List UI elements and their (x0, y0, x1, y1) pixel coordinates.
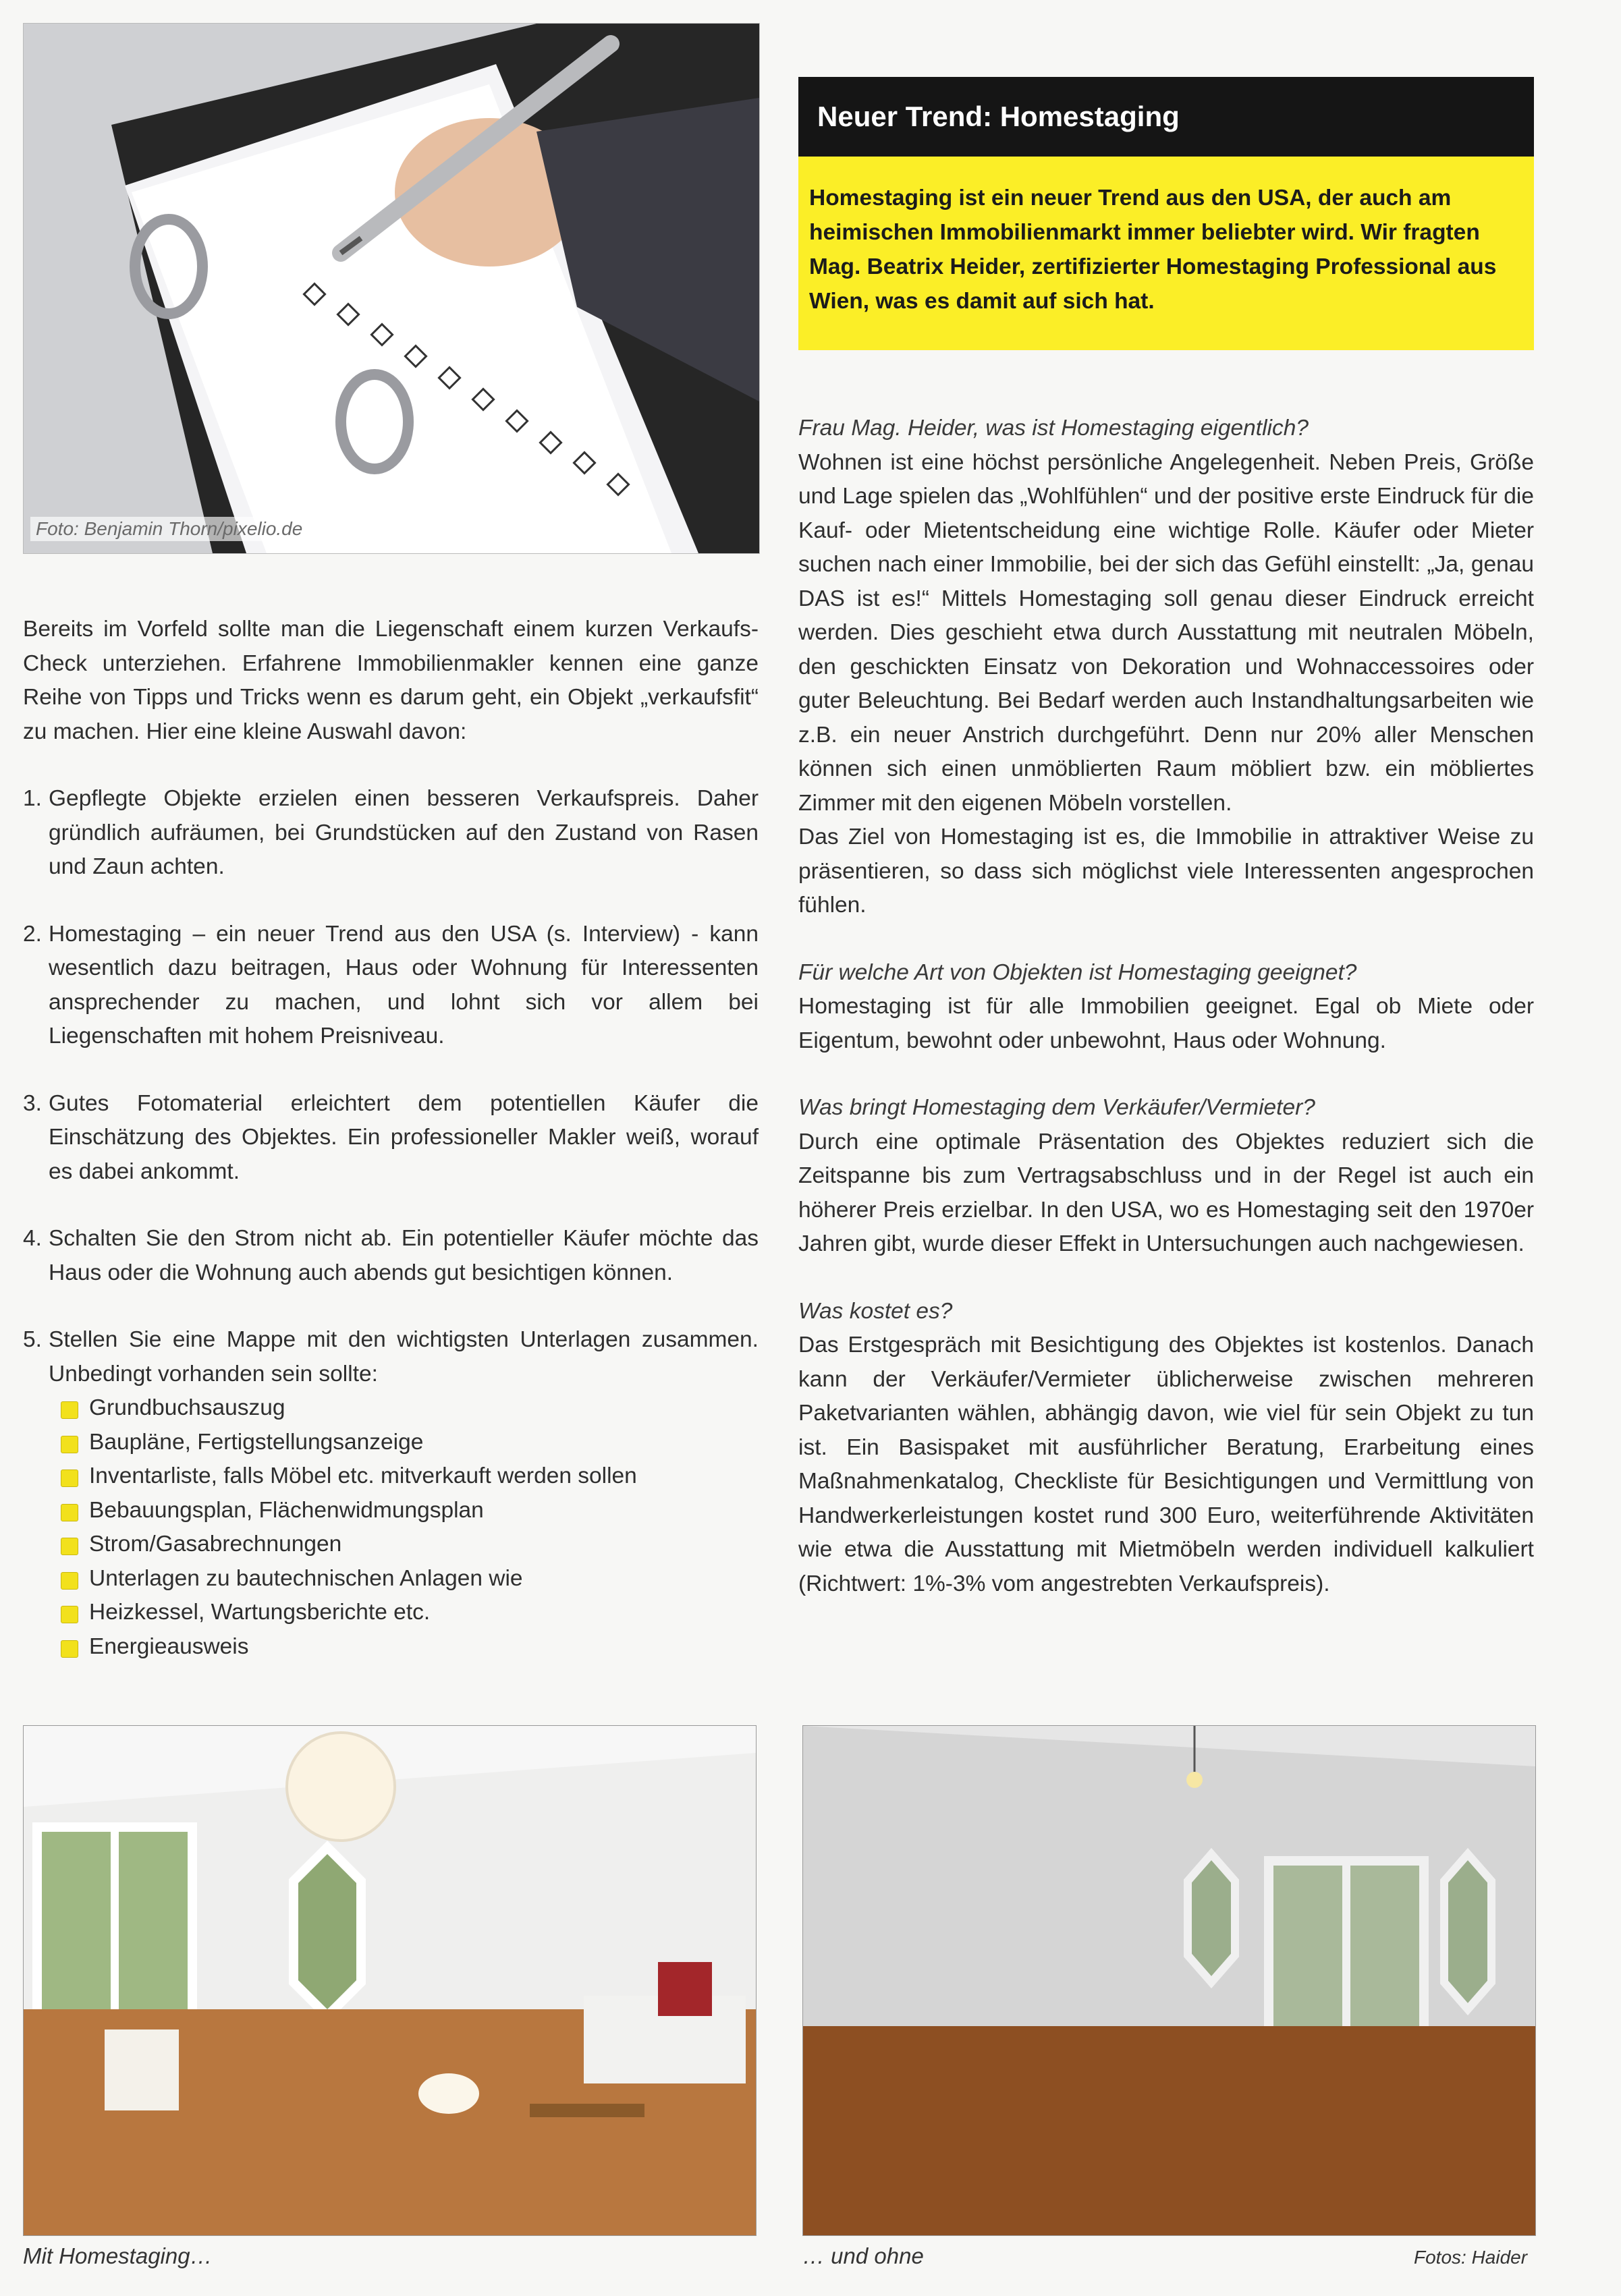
binder-photo (23, 23, 760, 554)
photos-credit: Fotos: Haider (1414, 2247, 1528, 2268)
staged-room-photo (23, 1725, 757, 2236)
list-text: Gutes Fotomaterial erleichtert dem potentiellen Käufer die Einschätzung des Objektes. Ein professioneller Makler weiß, worauf es dabei ankommt. (49, 1090, 759, 1184)
staged-room-illustration (24, 1726, 756, 2235)
list-item (23, 782, 759, 885)
list-text: Bebauungsplan, Flächenwidmungsplan (89, 1497, 484, 1523)
spacer (23, 749, 759, 782)
caption-without-staging: … und ohne (802, 2243, 924, 2268)
list-item (23, 918, 759, 1054)
yellow-bullet-icon (61, 1606, 78, 1623)
spacer (798, 1058, 1534, 1091)
list-item (89, 1459, 759, 1494)
list-item (23, 1323, 759, 1391)
interview-answer: Das Ziel von Homestaging ist es, die Immobilie in attraktiver Weise zu präsentieren, so dass sich möglichst viele Interessenten angesprochen fühlen. (798, 824, 1534, 918)
interview-answer: Wohnen ist eine höchst persönliche Angelegenheit. Neben Preis, Größe und Lage spielen das „Wohlfühlen“ und der positive erste Eindruck für die Kauf- oder Mietentscheidung eine wichtige Rolle. Käufer oder Mieter suchen nach einer Immobilie, bei der sich das Gefühl einstellt: „Ja, genau DAS ist es!“ Mittels Homestaging soll genau dieser Eindruck erreicht werden. Dies geschieht etwa durch Ausstattung mit neutralen Möbeln, den geschickten Einsatz von Dekoration und Wohnaccessoires oder guter Beleuchtung. Bei Bedarf werden auch Instandhaltungsarbeiten wie z.B. ein neuer Anstrich durchgeführt. Denn nur 20% aller Menschen können sich einen unmöblierten Raum möbliert bzw. ein möbliertes Zimmer mit den eigenen Möbeln vorstellen. (798, 449, 1534, 816)
yellow-bullet-icon (61, 1572, 78, 1590)
list-text: Stellen Sie eine Mappe mit den wichtigsten Unterlagen zusammen. Unbedingt vorhanden sein sollte: (49, 1327, 759, 1387)
trend-title: Neuer Trend: Homestaging (798, 77, 1534, 157)
list-text: Heizkessel, Wartungsberichte etc. (89, 1600, 431, 1625)
list-item (23, 1222, 759, 1290)
list-text: Grundbuchsauszug (89, 1395, 285, 1420)
list-item (89, 1528, 759, 1562)
binder-illustration (24, 24, 759, 553)
interview-answer: Das Erstgespräch mit Besichtigung des Objektes ist kostenlos. Danach kann der Verkäufer/Vermieter üblicherweise zwischen mehreren Paketvarianten wählen, abhängig davon, wie viel für sein Objekt zu tun ist. Ein Basispaket mit ausführlicher Beratung, Erarbeitung eines Maßnahmenkatalog, Checkliste für Besichtigungen und Vermittlung von Handwerkerleistungen kostet rund 300 Euro, weiterführende Aktivitäten wie etwa die Ausstattung mit Mietmöbeln werden individuell kalkuliert (Richtwert: 1%-3% vom angestrebten Verkaufspreis). (798, 1333, 1534, 1596)
list-text: Strom/Gasabrechnungen (89, 1532, 342, 1557)
list-text: Baupläne, Fertigstellungsanzeige (89, 1429, 424, 1455)
left-column (23, 613, 759, 1664)
interview-question: Was bringt Homestaging dem Verkäufer/Vermieter? (798, 1095, 1315, 1120)
trend-intro: Homestaging ist ein neuer Trend aus den USA, der auch am heimischen Immobilienmarkt immer beliebter wird. Wir fragten Mag. Beatrix Heider, zertifizierter Homestaging Professional aus Wien, was es damit auf sich hat. (798, 157, 1534, 350)
list-number: 3. (23, 1090, 42, 1116)
list-text: Gepflegte Objekte erzielen einen besseren Verkaufspreis. Daher gründlich aufräumen, bei Grundstücken auf den Zustand von Rasen und Zaun achten. (49, 786, 759, 879)
list-item (89, 1494, 759, 1528)
spacer (798, 1262, 1534, 1295)
photo-credit: Foto: Benjamin Thorn/pixelio.de (30, 517, 308, 541)
caption-with-staging: Mit Homestaging… (23, 2243, 213, 2268)
yellow-bullet-icon (61, 1538, 78, 1555)
yellow-bullet-icon (61, 1436, 78, 1453)
interview-answer: Homestaging ist für alle Immobilien geeignet. Egal ob Miete oder Eigentum, bewohnt oder unbewohnt, Haus oder Wohnung. (798, 994, 1534, 1053)
interview-question: Was kostet es? (798, 1298, 953, 1324)
list-text: Inventarliste, falls Möbel etc. mitverkauft werden sollen (89, 1463, 637, 1488)
intro-paragraph: Bereits im Vorfeld sollte man die Liegenschaft einem kurzen Verkaufs-Check unterziehen. Erfahrene Immobilienmakler kennen eine ganze Reihe von Tipps und Tricks wenn es darum geht, ein Objekt „verkaufsfit“ zu machen. Hier eine kleine Auswahl davon: (23, 617, 759, 744)
documents-list (23, 1391, 759, 1664)
yellow-bullet-icon (61, 1469, 78, 1487)
list-number: 4. (23, 1226, 42, 1251)
interview-column (798, 412, 1534, 1601)
list-text: Unterlagen zu bautechnischen Anlagen wie (89, 1565, 523, 1591)
list-text: Energieausweis (89, 1633, 249, 1659)
list-text: Schalten Sie den Strom nicht ab. Ein potentieller Käufer möchte das Haus oder die Wohnung auch abends gut besichtigen können. (49, 1226, 759, 1285)
yellow-bullet-icon (61, 1401, 78, 1419)
list-item (89, 1630, 759, 1664)
interview-question: Frau Mag. Heider, was ist Homestaging eigentlich? (798, 416, 1309, 441)
list-number: 5. (23, 1327, 42, 1352)
tips-list (23, 782, 759, 1391)
list-item (89, 1426, 759, 1460)
interview-answer: Durch eine optimale Präsentation des Objektes reduziert sich die Zeitspanne bis zum Vertragsabschluss und in der Regel ist auch ein höherer Preis erzielbar. In den USA, wo es Homestaging seit den 1970er Jahren gibt, wurde dieser Effekt in Untersuchungen auch nachgewiesen. (798, 1129, 1534, 1256)
trend-info-box (798, 77, 1534, 350)
interview-question: Für welche Art von Objekten ist Homestaging geeignet? (798, 959, 1357, 985)
list-text: Homestaging – ein neuer Trend aus den USA (s. Interview) - kann wesentlich dazu beitragen, Haus oder Wohnung für Interessenten ansprechender zu machen, und lohnt sich vor allem bei Liegenschaften mit hohem Preisniveau. (49, 921, 759, 1048)
list-item (89, 1562, 759, 1596)
list-item (89, 1596, 759, 1630)
list-item (89, 1391, 759, 1426)
empty-room-illustration (803, 1726, 1535, 2235)
yellow-bullet-icon (61, 1640, 78, 1658)
spacer (798, 923, 1534, 956)
list-number: 1. (23, 786, 42, 811)
empty-room-photo (802, 1725, 1536, 2236)
yellow-bullet-icon (61, 1504, 78, 1521)
list-number: 2. (23, 921, 42, 947)
list-item (23, 1087, 759, 1189)
